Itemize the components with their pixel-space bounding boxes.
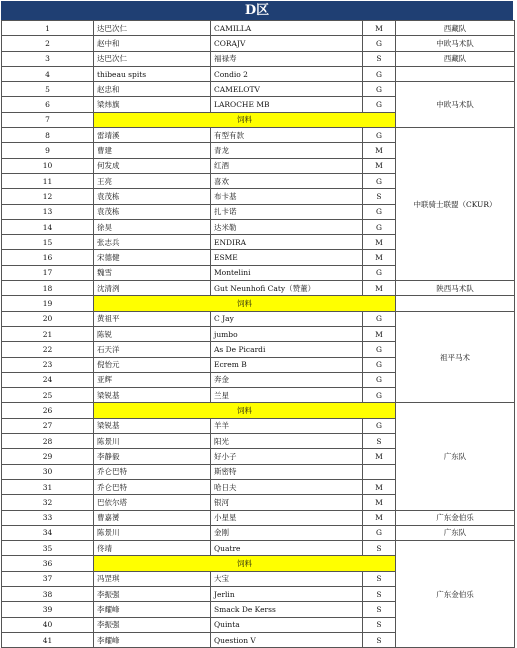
gender-code: G: [363, 82, 396, 97]
feed-label: 饲料: [94, 296, 396, 311]
table-row: [2, 311, 515, 326]
stall-number: 36: [2, 556, 94, 571]
horse-name: CAMELOTV: [211, 82, 363, 97]
gender-code: [363, 464, 396, 479]
stall-number: 13: [2, 204, 94, 219]
owner-name: 李静毅: [94, 449, 211, 464]
horse-name: Question V: [211, 632, 363, 647]
stall-number: 17: [2, 265, 94, 280]
stall-number: 30: [2, 464, 94, 479]
stall-number: 5: [2, 82, 94, 97]
club-name: 中欧马术队: [396, 36, 515, 51]
gender-code: G: [363, 128, 396, 143]
club-name: [396, 296, 515, 311]
gender-code: M: [363, 158, 396, 173]
owner-name: 雷靖溪: [94, 128, 211, 143]
horse-name: 羊羊: [211, 418, 363, 433]
stall-table: [1, 20, 515, 648]
stall-number: 32: [2, 495, 94, 510]
owner-name: 石天洋: [94, 342, 211, 357]
gender-code: S: [363, 632, 396, 647]
horse-name: 金刚: [211, 525, 363, 540]
feed-row: [2, 403, 515, 418]
owner-name: 宋德健: [94, 250, 211, 265]
owner-name: 梁炜旗: [94, 97, 211, 112]
owner-name: 李耀峰: [94, 632, 211, 647]
stall-number: 41: [2, 632, 94, 647]
gender-code: S: [363, 571, 396, 586]
owner-name: 梁锐基: [94, 388, 211, 403]
owner-name: 袁茂栋: [94, 204, 211, 219]
gender-code: G: [363, 357, 396, 372]
horse-name: Condio 2: [211, 66, 363, 81]
owner-name: 李振强: [94, 617, 211, 632]
owner-name: thibeau spits: [94, 66, 211, 81]
horse-name: jumbo: [211, 326, 363, 341]
gender-code: M: [363, 479, 396, 494]
horse-name: Gut Neunhofi Caty（赞董）: [211, 281, 363, 296]
feed-label: 饲料: [94, 112, 396, 127]
gender-code: G: [363, 66, 396, 81]
gender-code: M: [363, 495, 396, 510]
gender-code: G: [363, 36, 396, 51]
stall-number: 33: [2, 510, 94, 525]
horse-name: 哈日夫: [211, 479, 363, 494]
stall-number: 2: [2, 36, 94, 51]
owner-name: 乔仑巴特: [94, 479, 211, 494]
horse-name: 斯密特: [211, 464, 363, 479]
horse-name: ENDIRA: [211, 235, 363, 250]
table-row: [2, 525, 515, 540]
gender-code: M: [363, 21, 396, 36]
gender-code: G: [363, 525, 396, 540]
gender-code: S: [363, 602, 396, 617]
club-name: 中欧马术队: [396, 82, 515, 128]
club-name: 中联骑士联盟（CKUR）: [396, 128, 515, 281]
stall-number: 26: [2, 403, 94, 418]
horse-name: C Jay: [211, 311, 363, 326]
owner-name: 陈景川: [94, 525, 211, 540]
gender-code: G: [363, 265, 396, 280]
club-name: 西藏队: [396, 21, 515, 36]
stall-number: 11: [2, 173, 94, 188]
stall-number: 8: [2, 128, 94, 143]
owner-name: 李耀峰: [94, 602, 211, 617]
gender-code: G: [363, 372, 396, 387]
owner-name: 梁锐基: [94, 418, 211, 433]
owner-name: 曹建: [94, 143, 211, 158]
stall-number: 6: [2, 97, 94, 112]
owner-name: 佟靖: [94, 541, 211, 556]
owner-name: 曹嘉赟: [94, 510, 211, 525]
horse-name: 布卡基: [211, 189, 363, 204]
table-row: [2, 66, 515, 81]
gender-code: G: [363, 173, 396, 188]
stall-number: 7: [2, 112, 94, 127]
gender-code: M: [363, 235, 396, 250]
horse-name: Quinta: [211, 617, 363, 632]
owner-name: 亚辉: [94, 372, 211, 387]
owner-name: 赵忠和: [94, 82, 211, 97]
horse-name: As De Picardi: [211, 342, 363, 357]
stall-number: 25: [2, 388, 94, 403]
gender-code: G: [363, 219, 396, 234]
owner-name: 达巴次仁: [94, 21, 211, 36]
stall-number: 18: [2, 281, 94, 296]
stall-number: 1: [2, 21, 94, 36]
owner-name: 沈清洌: [94, 281, 211, 296]
horse-name: 小星星: [211, 510, 363, 525]
table-row: [2, 51, 515, 66]
stall-number: 16: [2, 250, 94, 265]
horse-name: Quatre: [211, 541, 363, 556]
table-row: [2, 21, 515, 36]
stall-number: 27: [2, 418, 94, 433]
owner-name: 张志兵: [94, 235, 211, 250]
gender-code: S: [363, 189, 396, 204]
feed-label: 饲料: [94, 556, 396, 571]
horse-name: ESME: [211, 250, 363, 265]
horse-name: Ecrem B: [211, 357, 363, 372]
stall-number: 20: [2, 311, 94, 326]
horse-name: 有型有款: [211, 128, 363, 143]
horse-name: 银河: [211, 495, 363, 510]
club-name: 西藏队: [396, 51, 515, 66]
horse-name: 奔金: [211, 372, 363, 387]
owner-name: 达巴次仁: [94, 51, 211, 66]
stall-number: 10: [2, 158, 94, 173]
stall-number: 29: [2, 449, 94, 464]
gender-code: S: [363, 586, 396, 601]
stall-number: 35: [2, 541, 94, 556]
horse-name: Smack De Kerss: [211, 602, 363, 617]
owner-name: 黄祖平: [94, 311, 211, 326]
table-row: [2, 128, 515, 143]
stall-number: 23: [2, 357, 94, 372]
table-row: [2, 36, 515, 51]
stall-number: 22: [2, 342, 94, 357]
club-name: 广东金伯乐: [396, 510, 515, 525]
stall-number: 34: [2, 525, 94, 540]
horse-name: 好小子: [211, 449, 363, 464]
stall-number: 28: [2, 434, 94, 449]
gender-code: M: [363, 143, 396, 158]
owner-name: 徐昊: [94, 219, 211, 234]
owner-name: 乔仑巴特: [94, 464, 211, 479]
horse-name: Jerlin: [211, 586, 363, 601]
owner-name: 王亮: [94, 173, 211, 188]
stall-number: 3: [2, 51, 94, 66]
club-name: [396, 66, 515, 81]
gender-code: M: [363, 281, 396, 296]
horse-name: 达米勒: [211, 219, 363, 234]
horse-name: 兰星: [211, 388, 363, 403]
owner-name: 陈锐: [94, 326, 211, 341]
owner-name: 李振强: [94, 586, 211, 601]
gender-code: S: [363, 541, 396, 556]
horse-name: 福禄寿: [211, 51, 363, 66]
stall-number: 39: [2, 602, 94, 617]
stall-number: 14: [2, 219, 94, 234]
owner-name: 陈景川: [94, 434, 211, 449]
zone-title: D区: [1, 1, 513, 20]
gender-code: G: [363, 311, 396, 326]
table-row: [2, 541, 515, 556]
club-name: 广东队: [396, 525, 515, 540]
club-name: 广东队: [396, 403, 515, 510]
horse-name: CAMILLA: [211, 21, 363, 36]
horse-name: 大宝: [211, 571, 363, 586]
gender-code: S: [363, 434, 396, 449]
gender-code: G: [363, 97, 396, 112]
horse-name: 红酒: [211, 158, 363, 173]
stall-number: 37: [2, 571, 94, 586]
owner-name: 巴依尔塔: [94, 495, 211, 510]
stall-table-body: [2, 21, 515, 648]
stall-number: 15: [2, 235, 94, 250]
table-row: [2, 82, 515, 97]
owner-name: 冯罡琪: [94, 571, 211, 586]
owner-name: 魏雪: [94, 265, 211, 280]
gender-code: S: [363, 617, 396, 632]
stall-number: 9: [2, 143, 94, 158]
stall-number: 19: [2, 296, 94, 311]
club-name: 陕西马术队: [396, 281, 515, 296]
table-row: [2, 510, 515, 525]
owner-name: 倪怡元: [94, 357, 211, 372]
horse-name: 扎卡诺: [211, 204, 363, 219]
stall-number: 4: [2, 66, 94, 81]
owner-name: 赵中和: [94, 36, 211, 51]
owner-name: 袁茂栋: [94, 189, 211, 204]
club-name: 祖平马术: [396, 311, 515, 403]
horse-name: 喜欢: [211, 173, 363, 188]
gender-code: M: [363, 449, 396, 464]
gender-code: M: [363, 250, 396, 265]
horse-name: Montelini: [211, 265, 363, 280]
stall-number: 21: [2, 326, 94, 341]
gender-code: G: [363, 388, 396, 403]
gender-code: S: [363, 51, 396, 66]
gender-code: M: [363, 510, 396, 525]
gender-code: G: [363, 342, 396, 357]
stall-number: 12: [2, 189, 94, 204]
gender-code: G: [363, 204, 396, 219]
horse-name: CORAJV: [211, 36, 363, 51]
stall-number: 31: [2, 479, 94, 494]
feed-label: 饲料: [94, 403, 396, 418]
stall-number: 24: [2, 372, 94, 387]
horse-name: 青龙: [211, 143, 363, 158]
gender-code: G: [363, 418, 396, 433]
gender-code: M: [363, 326, 396, 341]
club-name: 广东金伯乐: [396, 541, 515, 648]
horse-name: LAROCHE MB: [211, 97, 363, 112]
owner-name: 何发成: [94, 158, 211, 173]
stall-number: 38: [2, 586, 94, 601]
feed-row: [2, 296, 515, 311]
horse-name: 阳光: [211, 434, 363, 449]
table-row: [2, 281, 515, 296]
stall-number: 40: [2, 617, 94, 632]
